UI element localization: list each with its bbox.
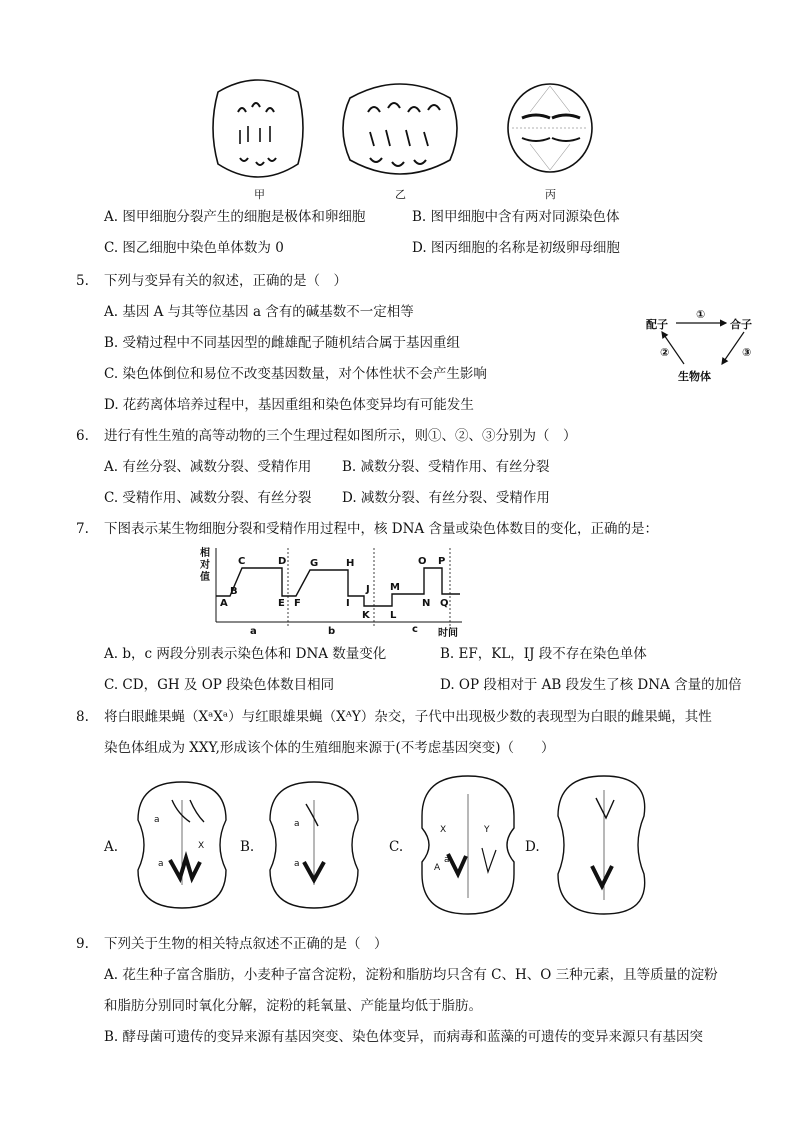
- fig-label-jia: 甲: [254, 188, 265, 201]
- q9-option-a-line1: A. 花生种子富含脂肪，小麦种子富含淀粉，淀粉和脂肪均只含有 C、H、O 三种元素，且等质量的淀粉: [104, 967, 718, 983]
- pt-a: A: [220, 598, 228, 609]
- q5-option-c: C. 染色体倒位和易位不改变基因数量，对个体性状不会产生影响: [104, 366, 487, 382]
- cell-jia: [213, 80, 303, 177]
- pt-i: I: [346, 598, 350, 609]
- cell-figures-q4: [200, 72, 620, 202]
- q5-option-a: A. 基因 A 与其等位基因 a 含有的碱基数不一定相等: [104, 304, 414, 320]
- seg-b: b: [328, 626, 336, 637]
- q7-stem: 下图表示某生物细胞分裂和受精作用过程中，核 DNA 含量或染色体数目的变化，正确的是：: [104, 521, 658, 537]
- pt-o: O: [418, 556, 427, 567]
- pt-d: D: [278, 556, 287, 567]
- arrow1-label: ①: [696, 308, 706, 321]
- q7-number: 7.: [76, 521, 89, 537]
- xlabel: 时间: [438, 628, 458, 638]
- seg-c: c: [412, 624, 418, 635]
- pt-f: F: [294, 598, 301, 609]
- q8-cells: [118, 770, 648, 920]
- q4-option-d: D. 图丙细胞的名称是初级卵母细胞: [412, 240, 620, 256]
- cell-a-label-1: a: [154, 815, 160, 825]
- pt-b: B: [230, 586, 238, 597]
- pt-k: K: [362, 610, 370, 621]
- q8-label-d: D.: [525, 839, 540, 855]
- q8-label-a: A.: [104, 839, 119, 855]
- q7-option-d: D. OP 段相对于 AB 段发生了核 DNA 含量的加倍: [440, 677, 742, 693]
- cell-b-label-1: a: [294, 819, 300, 829]
- pt-j: J: [366, 584, 370, 595]
- seg-a: a: [250, 626, 257, 637]
- q8-label-c: C.: [389, 839, 404, 855]
- cell-c-label-2: a: [444, 855, 450, 865]
- cell-c-label-1: A: [434, 863, 441, 873]
- cell-bing: [508, 84, 592, 172]
- zygote-label: 合子: [730, 318, 752, 331]
- q4-option-c: C. 图乙细胞中染色单体数为 0: [104, 240, 284, 256]
- q4-option-b: B. 图甲细胞中含有两对同源染色体: [412, 209, 620, 225]
- q7-chart: [196, 544, 476, 638]
- organism-label: 生物体: [678, 370, 711, 383]
- arrow2-label: ②: [660, 346, 670, 359]
- q6-stem: 进行有性生殖的高等动物的三个生理过程如图所示，则①、②、③分别为（ ）: [104, 428, 577, 444]
- q8-stem-1: 将白眼雌果蝇（XᵃXᵃ）与红眼雄果蝇（XᴬY）杂交，子代中出现极少数的表现型为白眼的雌果蝇，其性: [104, 709, 712, 725]
- cell-d-outline: [558, 776, 645, 914]
- pt-l: L: [390, 610, 397, 621]
- q6-option-c: C. 受精作用、减数分裂、有丝分裂: [104, 490, 312, 506]
- cell-a-label-x: X: [198, 841, 205, 851]
- q5-option-b: B. 受精过程中不同基因型的雌雄配子随机结合属于基因重组: [104, 335, 461, 351]
- pt-c: C: [238, 556, 246, 567]
- gamete-label: 配子: [646, 318, 668, 331]
- cell-c-label-x: X: [440, 825, 447, 835]
- pt-e: E: [278, 598, 285, 609]
- pt-q: Q: [440, 598, 449, 609]
- q6-cycle-figure: [640, 310, 770, 382]
- q6-option-d: D. 减数分裂、有丝分裂、受精作用: [342, 490, 550, 506]
- q5-number: 5.: [76, 273, 89, 289]
- arrow3-label: ③: [742, 346, 752, 359]
- pt-n: N: [422, 598, 431, 609]
- q9-stem: 下列关于生物的相关特点叙述不正确的是（ ）: [104, 936, 388, 952]
- pt-h: H: [346, 558, 355, 569]
- q6-option-b: B. 减数分裂、受精作用、有丝分裂: [342, 459, 550, 475]
- q6-number: 6.: [76, 428, 89, 444]
- q9-option-a-line2: 和脂肪分别同时氧化分解，淀粉的耗氧量、产能量均低于脂肪。: [104, 998, 482, 1014]
- q6-option-a: A. 有丝分裂、减数分裂、受精作用: [104, 459, 312, 475]
- fig-label-bing: 丙: [545, 188, 556, 201]
- ylabel-1: 相: [200, 548, 210, 559]
- pt-p: P: [438, 556, 446, 567]
- q7-option-b: B. EF，KL，IJ 段不存在染色单体: [440, 646, 647, 662]
- q7-option-c: C. CD，GH 及 OP 段染色体数目相同: [104, 677, 335, 693]
- q8-label-b: B.: [240, 839, 255, 855]
- q9-option-b-line1: B. 酵母菌可遗传的变异来源有基因突变、染色体变异，而病毒和蓝藻的可遗传的变异来源只有基因突: [104, 1029, 704, 1045]
- cell-c-label-y: Y: [484, 825, 490, 835]
- pt-g: G: [310, 558, 319, 569]
- cell-b-label-2: a: [294, 859, 300, 869]
- cell-a-label-2: a: [158, 859, 164, 869]
- q5-stem: 下列与变异有关的叙述，正确的是（ ）: [104, 273, 347, 289]
- q7-option-a: A. b，c 两段分别表示染色体和 DNA 数量变化: [104, 646, 387, 662]
- pt-m: M: [390, 582, 400, 593]
- ylabel-2: 对: [200, 560, 210, 571]
- fig-label-yi: 乙: [395, 188, 406, 201]
- q4-option-a: A. 图甲细胞分裂产生的细胞是极体和卵细胞: [104, 209, 366, 225]
- q5-option-d: D. 花药离体培养过程中，基因重组和染色体变异均有可能发生: [104, 397, 474, 413]
- q8-stem-2: 染色体组成为 XXY,形成该个体的生殖细胞来源于(不考虑基因突变)（ ）: [104, 740, 555, 756]
- cycle-arrows: [640, 310, 770, 382]
- q8-number: 8.: [76, 709, 89, 725]
- q9-number: 9.: [76, 936, 89, 952]
- ylabel-3: 值: [200, 572, 210, 583]
- cell-yi: [343, 84, 457, 174]
